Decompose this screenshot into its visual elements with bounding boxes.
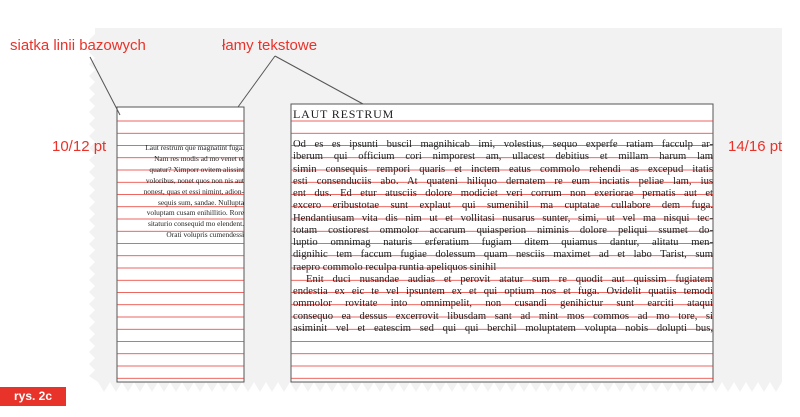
narrow-column-line: Orati volupris cumendessi [166, 230, 244, 240]
narrow-column-line: Nam res modis ad mo venet et [154, 153, 244, 163]
wide-column-line: endestia ex eic te vel ipsuntem ex et qui optium nos et fuga. Ovidelit quatiis temodi [293, 286, 713, 297]
wide-column-line: luptio omnimag naturis erferatium fugiam ditem quiamus dantur, alitatu men- [293, 237, 713, 248]
wide-column-line: excero eribustotae sunt explaut qui sumenihil ma cuptatae cullabore dem fuga. [293, 200, 713, 212]
wide-column-line: Enit duci nusandae audias et perovit atatur sum re quodit aut quissim fugiatem [306, 273, 713, 285]
narrow-column-line: sequis sum, sandae. Nullupta [157, 197, 244, 207]
wide-column-line: Hendantiusam vita dis nim ut et vollitasi nusarus sunter, simi, ut vel ma nisqui tec- [293, 212, 713, 224]
narrow-column-line: voluptam cusam enihillitio. Rore [146, 208, 244, 218]
wide-column-line: esti consenduciis abo. At quateni hiliquo dernatem re eum inciatis peliae lam, ius [293, 175, 713, 187]
wide-column-line: totam costiorest ommolor accarum quiasperion niminis dolore peliqui ssumet do- [293, 224, 713, 236]
wide-column-line: dignihic tem faccum fugiae dolessum quam nesciis maximet ad et labo Tarist, sum [293, 249, 713, 261]
wide-column-line: ommolor rovitate into omnimpelit, non cusandi genihictur sunt earciti ataqui [293, 298, 713, 310]
wide-column-line: simin consequis rempori quaris et inctem eatus commolo rehendi as excepud itatis [293, 163, 713, 175]
wide-column-heading: LAUT RESTRUM [293, 107, 395, 121]
baseline-grid-label: siatka linii bazowych [10, 37, 146, 54]
wide-column-line: iberum qui officium cori nimporest am, ullacest debitius et millam harum lam [293, 151, 713, 163]
figure-tag: rys. 2c [0, 387, 66, 406]
wide-column-line: ent dus. Ed etur atusciis dolore modiciet veri corrum non exeriorae pernatis aut et [293, 188, 713, 199]
wide-column-line: Od es es ipsunti buscil magnihicab imi, volestius, sequo experfe ratiam facculp ar- [293, 139, 713, 150]
narrow-column-line: Laut restrum que magnatint fuga. [145, 143, 244, 152]
narrow-column-line: sitaturio consequid mo elendent. [147, 219, 244, 229]
narrow-column-line: voloribus, nonet quos non nis aut [145, 175, 244, 185]
wide-column-line: consequo ea dessus excerrovit libusdam sant ad mint mos commos ad mo tore, si [293, 310, 713, 322]
large-size-label: 14/16 pt [728, 138, 783, 155]
narrow-column-line: nonest, quas et essi nimint, adion- [143, 186, 244, 196]
text-columns-label: łamy tekstowe [222, 37, 318, 54]
wide-column-line: asiminit vel et eatescim sed qui qui berchil moluptatem volupta nobis dolupti bus, [293, 322, 713, 334]
wide-column-line: raepro commolo reculpa runtia apeliquos sinihil [293, 261, 497, 273]
narrow-column-line: quatur? Ximporr ovitem alissint [149, 164, 244, 174]
small-size-label: 10/12 pt [52, 138, 107, 155]
